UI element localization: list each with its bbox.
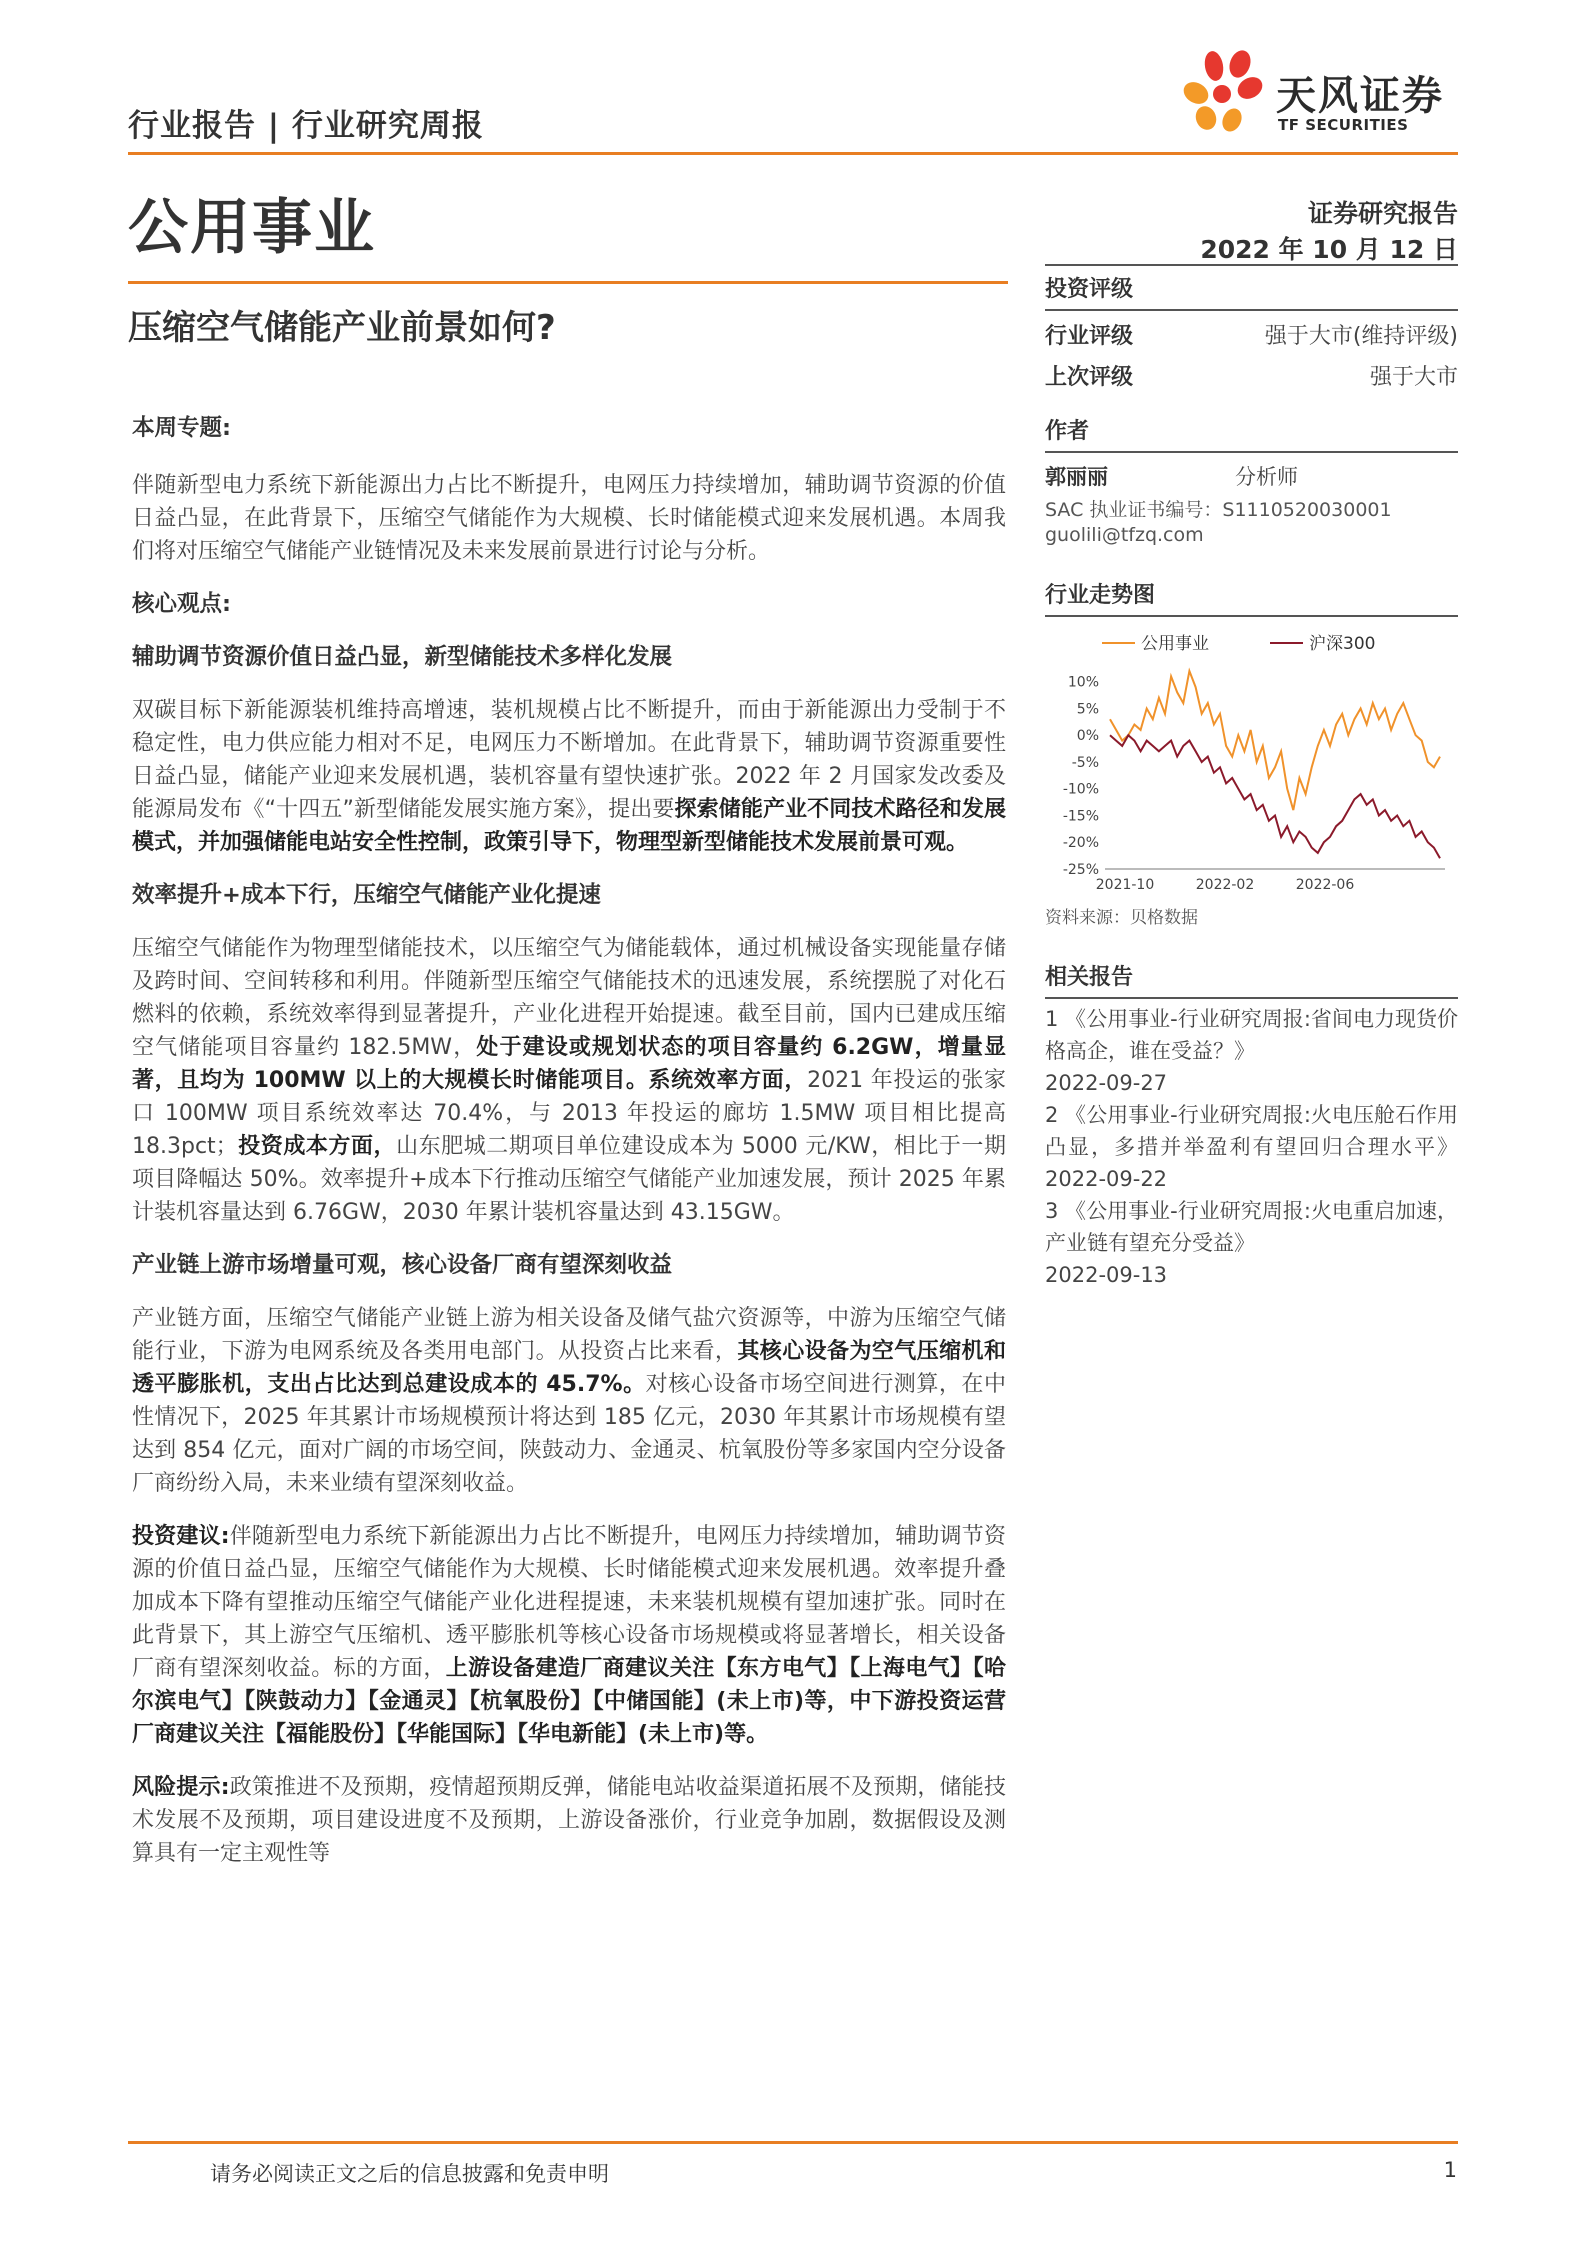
report-date: 2022 年 10 月 12 日: [1200, 235, 1458, 264]
section-heading: 核心观点:: [132, 591, 231, 617]
text: 双碳目标下新能源装机维持高增速，装机规模占比不断提升，而由于新能源出力受制于不稳定性，电力供应能力相对不足，电网压力不断增加。在此背景下，辅助调节资源重要性日益凸显，储能产业迎来发展机遇，装机容量有望快速扩张。2022 年 2 月国家发改委及能源局发布《“十四五”新型储能发展实施方案》，提出要: [132, 698, 1006, 822]
author-title: 作者: [1045, 419, 1090, 444]
text: 压缩空气储能作为物理型储能技术，以压缩空气为储能载体，通过机械设备实现能量存储及跨时间、空间转移和利用。伴随新型压缩空气储能技术的迅速发展，系统摆脱了对化石燃料的依赖，系统效率得到显著提升，产业化进程开始提速。截至目前，国内已建成压缩空气储能项目容量约 182.5MW，: [132, 936, 1006, 1060]
sub-heading: 效率提升+成本下行，压缩空气储能产业化提速: [132, 882, 601, 908]
related-item[interactable]: [1045, 1195, 1458, 1291]
prev-rating-row: [1045, 360, 1458, 391]
sub-heading: 辅助调节资源价值日益凸显，新型储能技术多样化发展: [132, 644, 673, 670]
logo-mark-icon: [1176, 38, 1276, 148]
y-tick-label: 5%: [1076, 701, 1099, 718]
series-line-hs300: [1110, 735, 1440, 858]
page-number: 1: [1443, 2158, 1457, 2182]
paragraph: [132, 1771, 1006, 1870]
bold-label: 投资建议:: [132, 1524, 230, 1549]
bold-text: 上游设备建造厂商建议关注【东方电气】【上海电气】【哈尔滨电气】【陕鼓动力】【金通灵】【杭氧股份】【中储国能】(未上市)等，中下游投资运营厂商建议关注【福能股份】【华能国际】【华电新能】(未上市)等。: [132, 1656, 1006, 1747]
bold-text: 处于建设或规划状态的项目容量约 6.2GW，增量显著，且均为 100MW 以上的大规模长时储能项目。系统效率方面，: [132, 1035, 1006, 1093]
x-tick-label: 2022-02: [1195, 877, 1255, 893]
logo: [1176, 38, 1476, 148]
related-item-title[interactable]: 1 《公用事业-行业研究周报:省间电力现货价格高企，谁在受益？》: [1045, 1007, 1458, 1063]
text: 产业链方面，压缩空气储能产业链上游为相关设备及储气盐穴资源等，中游为压缩空气储能行业，下游为电网系统及各类用电部门。从投资占比来看，: [132, 1306, 1006, 1364]
industry-rating-label: 行业评级: [1045, 324, 1134, 349]
related-list: [1045, 1003, 1458, 1291]
divider: [1045, 451, 1458, 453]
paragraph: [132, 1302, 1006, 1500]
text: 伴随新型电力系统下新能源出力占比不断提升，电网压力持续增加，辅助调节资源的价值日益凸显，压缩空气储能作为大规模、长时储能模式迎来发展机遇。效率提升叠加成本下降有望推动压缩空气储能产业化进程提速，未来装机规模有望加速扩张。同时在此背景下，其上游空气压缩机、透平膨胀机等核心设备市场规模或将显著增长，相关设备厂商有望深刻收益。标的方面，: [132, 1524, 1006, 1681]
logo-text-cn: 天风证券: [1276, 73, 1444, 119]
bold-text: 投资成本方面，: [237, 1134, 397, 1159]
text: 政策推进不及预期，疫情超预期反弹，储能电站收益渠道拓展不及预期，储能技术发展不及预期，项目建设进度不及预期，上游设备涨价，行业竞争加剧，数据假设及测算具有一定主观性等: [132, 1775, 1006, 1866]
related-item-date: 2022-09-22: [1045, 1167, 1168, 1191]
y-tick-label: -10%: [1062, 781, 1099, 798]
author-section: [1045, 414, 1458, 546]
y-tick-label: -25%: [1062, 862, 1099, 878]
y-tick-label: -15%: [1062, 808, 1099, 825]
logo-text-en: TF SECURITIES: [1278, 116, 1409, 134]
industry-rating-value: 强于大市(维持评级): [1264, 324, 1458, 349]
y-tick-label: -20%: [1062, 835, 1099, 852]
author-role: 分析师: [1235, 465, 1298, 489]
related-item-date: 2022-09-27: [1045, 1071, 1168, 1095]
trend-title: 行业走势图: [1045, 583, 1156, 608]
prev-rating-label: 上次评级: [1045, 365, 1134, 390]
author-cert: SAC 执业证书编号：S1110520030001: [1045, 499, 1392, 521]
related-section: [1045, 960, 1458, 1291]
section-heading: 本周专题:: [132, 415, 231, 441]
rating-section: [1045, 272, 1458, 391]
rating-title: 投资评级: [1045, 277, 1134, 302]
sub-heading: 产业链上游市场增量可观，核心设备厂商有望深刻收益: [132, 1252, 673, 1278]
page-title: 压缩空气储能产业前景如何?: [128, 308, 556, 348]
related-item-title[interactable]: 2 《公用事业-行业研究周报:火电压舱石作用凸显，多措并举盈利有望回归合理水平》: [1045, 1103, 1458, 1159]
author-name: 郭丽丽: [1045, 465, 1108, 489]
footer-disclaimer: 请务必阅读正文之后的信息披露和免责申明: [210, 2162, 609, 2186]
paragraph: [132, 694, 1006, 859]
bold-text: 其核心设备为空气压缩机和透平膨胀机，支出占比达到总建设成本的 45.7%。: [132, 1339, 1006, 1397]
x-tick-label: 2022-06: [1295, 877, 1355, 893]
prev-rating-value: 强于大市: [1369, 365, 1458, 390]
text: 2021 年投运的张家口 100MW 项目系统效率达 70.4%，与 2013 年投运的廊坊 1.5MW 项目相比提高 18.3pct；: [132, 1068, 1007, 1159]
y-tick-label: 0%: [1076, 728, 1099, 745]
trend-section: [1045, 578, 1458, 928]
report-type: 证券研究报告: [1307, 199, 1458, 228]
x-tick-label: 2021-10: [1095, 877, 1155, 893]
y-tick-label: 10%: [1067, 674, 1099, 691]
series-line-utilities: [1110, 671, 1440, 810]
related-item[interactable]: [1045, 1099, 1458, 1195]
legend-label: 沪深300: [1309, 634, 1376, 654]
divider: [1045, 309, 1458, 311]
report-category: 行业报告 | 行业研究周报: [128, 108, 484, 144]
bold-label: 风险提示:: [132, 1775, 230, 1800]
y-tick-label: -5%: [1071, 754, 1099, 771]
related-item[interactable]: [1045, 1003, 1458, 1099]
trend-chart: [1045, 621, 1458, 901]
legend-label: 公用事业: [1141, 634, 1209, 654]
footer-rule: [128, 2141, 1458, 2144]
text: 山东肥城二期项目单位建设成本为 5000 元/KW，相比于一期项目降幅达 50%。效率提升+成本下行推动压缩空气储能产业加速发展，预计 2025 年累计装机容量达到 6.76GW，2030 年累计装机容量达到 43.15GW。: [132, 1134, 1006, 1225]
title-rule: [128, 281, 1008, 284]
main-content: [132, 412, 1006, 1870]
industry-rating-row: [1045, 319, 1458, 350]
text: 对核心设备市场空间进行测算，在中性情况下，2025 年其累计市场规模预计将达到 185 亿元，2030 年其累计市场规模有望达到 854 亿元，面对广阔的市场空间，陕鼓动力、金通灵、杭氧股份等多家国内空分设备厂商纷纷入局，未来业绩有望深刻收益。: [132, 1372, 1006, 1496]
author-email[interactable]: guolili@tfzq.com: [1045, 524, 1204, 546]
bold-text: 探索储能产业不同技术路径和发展模式，并加强储能电站安全性控制，政策引导下，物理型新型储能技术发展前景可观。: [132, 797, 1006, 855]
sidebar-top-rule: [1045, 264, 1458, 266]
divider: [1045, 997, 1458, 999]
related-item-title[interactable]: 3 《公用事业-行业研究周报:火电重启加速，产业链有望充分受益》: [1045, 1199, 1458, 1255]
related-title: 相关报告: [1045, 965, 1134, 990]
related-item-date: 2022-09-13: [1045, 1263, 1168, 1287]
header-rule: [128, 152, 1458, 155]
paragraph: 伴随新型电力系统下新能源出力占比不断提升，电网压力持续增加，辅助调节资源的价值日益凸显，在此背景下，压缩空气储能作为大规模、长时储能模式迎来发展机遇。本周我们将对压缩空气储能产业链情况及未来发展前景进行讨论与分析。: [132, 473, 1006, 564]
author-row: [1045, 461, 1458, 491]
divider: [1045, 615, 1458, 617]
paragraph: [132, 932, 1006, 1229]
paragraph: [132, 1520, 1006, 1751]
chart-source: 资料来源：贝格数据: [1045, 908, 1198, 928]
sector-title: 公用事业: [128, 193, 376, 263]
